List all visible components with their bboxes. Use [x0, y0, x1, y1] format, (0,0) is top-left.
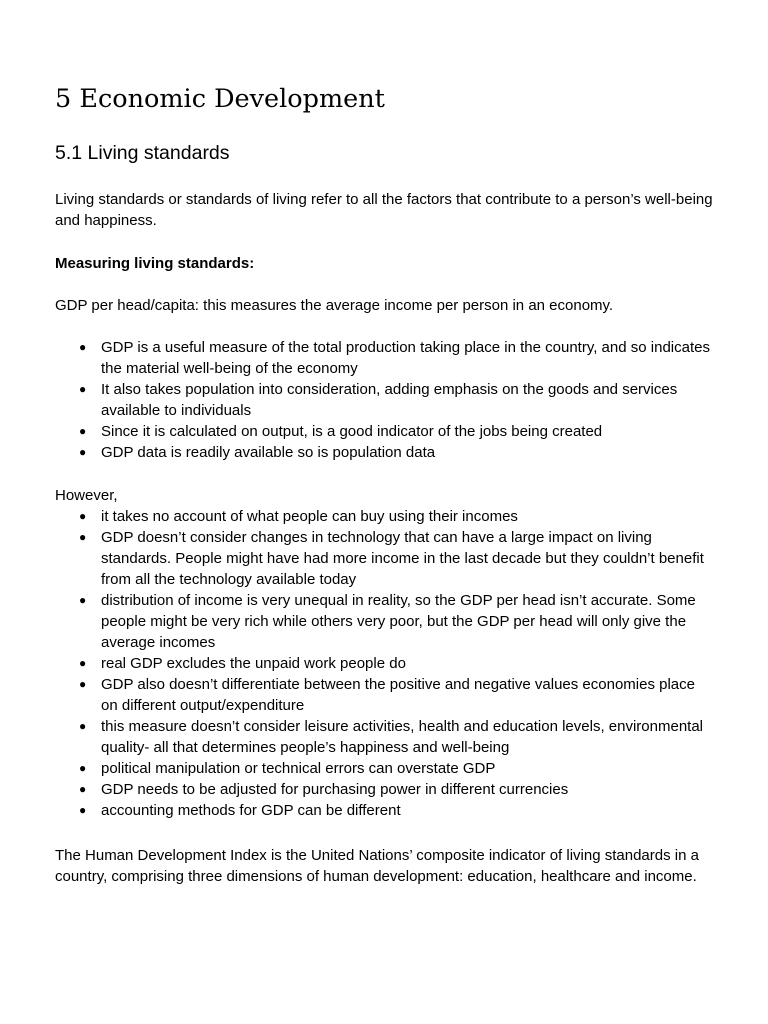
list-item [55, 379, 715, 421]
section-title: 5.1 Living standards [55, 142, 230, 164]
bullet-icon: ● [79, 530, 87, 544]
list-item-text: GDP also doesn’t differentiate between the positive and negative values economies place on different output/expenditure [101, 676, 695, 714]
bullet-icon: ● [79, 782, 87, 796]
bullet-icon: ● [79, 719, 87, 733]
list-item [55, 758, 715, 779]
list-item-text: accounting methods for GDP can be different [101, 802, 401, 819]
list-item [55, 779, 715, 800]
list-item [55, 800, 715, 821]
list-item [55, 590, 715, 653]
gdp-intro-paragraph: GDP per head/capita: this measures the average income per person in an economy. [55, 297, 614, 314]
bullet-icon: ● [79, 509, 87, 523]
list-item-text: distribution of income is very unequal in reality, so the GDP per head isn’t accurate. Some people might be very rich while others very poor, but the GDP per head will only give the average incomes [101, 592, 696, 651]
list-item-text: GDP is a useful measure of the total production taking place in the country, and so indicates the material well-being of the economy [101, 339, 710, 377]
list-item [55, 716, 715, 758]
list-item-text: political manipulation or technical errors can overstate GDP [101, 760, 496, 777]
bullet-icon: ● [79, 424, 87, 438]
list-item-text: Since it is calculated on output, is a good indicator of the jobs being created [101, 423, 603, 440]
list-item [55, 506, 715, 527]
list-item [55, 337, 715, 379]
list-item-text: GDP doesn’t consider changes in technology that can have a large impact on living standards. People might have had more income in the last decade but they couldn’t benefit from all the technology available today [101, 529, 704, 588]
bullet-icon: ● [79, 445, 87, 459]
bullet-icon: ● [79, 656, 87, 670]
list-item-text: GDP data is readily available so is population data [101, 444, 436, 461]
bullet-icon: ● [79, 677, 87, 691]
list-item-text: this measure doesn’t consider leisure activities, health and education levels, environmental quality- all that determines people’s happiness and well-being [101, 718, 703, 756]
gdp-advantages-list [55, 337, 715, 463]
bullet-icon: ● [79, 593, 87, 607]
bullet-icon: ● [79, 340, 87, 354]
list-item-text: It also takes population into consideration, adding emphasis on the goods and services available to individuals [101, 381, 678, 419]
list-item [55, 421, 715, 442]
bullet-icon: ● [79, 382, 87, 396]
list-item-text: it takes no account of what people can buy using their incomes [101, 508, 518, 525]
measuring-heading: Measuring living standards: [55, 255, 255, 272]
bullet-icon: ● [79, 761, 87, 775]
list-item-text: real GDP excludes the unpaid work people do [101, 655, 406, 672]
list-item [55, 442, 715, 463]
hdi-paragraph: The Human Development Index is the United Nations’ composite indicator of living standards in a country, comprising three dimensions of human development: education, healthcare and income. [55, 847, 699, 885]
however-label: However, [55, 487, 118, 504]
page-title: 5 Economic Development [55, 84, 385, 114]
list-item-text: GDP needs to be adjusted for purchasing power in different currencies [101, 781, 569, 798]
list-item [55, 653, 715, 674]
list-item [55, 674, 715, 716]
list-item [55, 527, 715, 590]
gdp-limitations-list [55, 506, 715, 821]
bullet-icon: ● [79, 803, 87, 817]
intro-paragraph: Living standards or standards of living refer to all the factors that contribute to a person’s well-being and happiness. [55, 191, 713, 229]
